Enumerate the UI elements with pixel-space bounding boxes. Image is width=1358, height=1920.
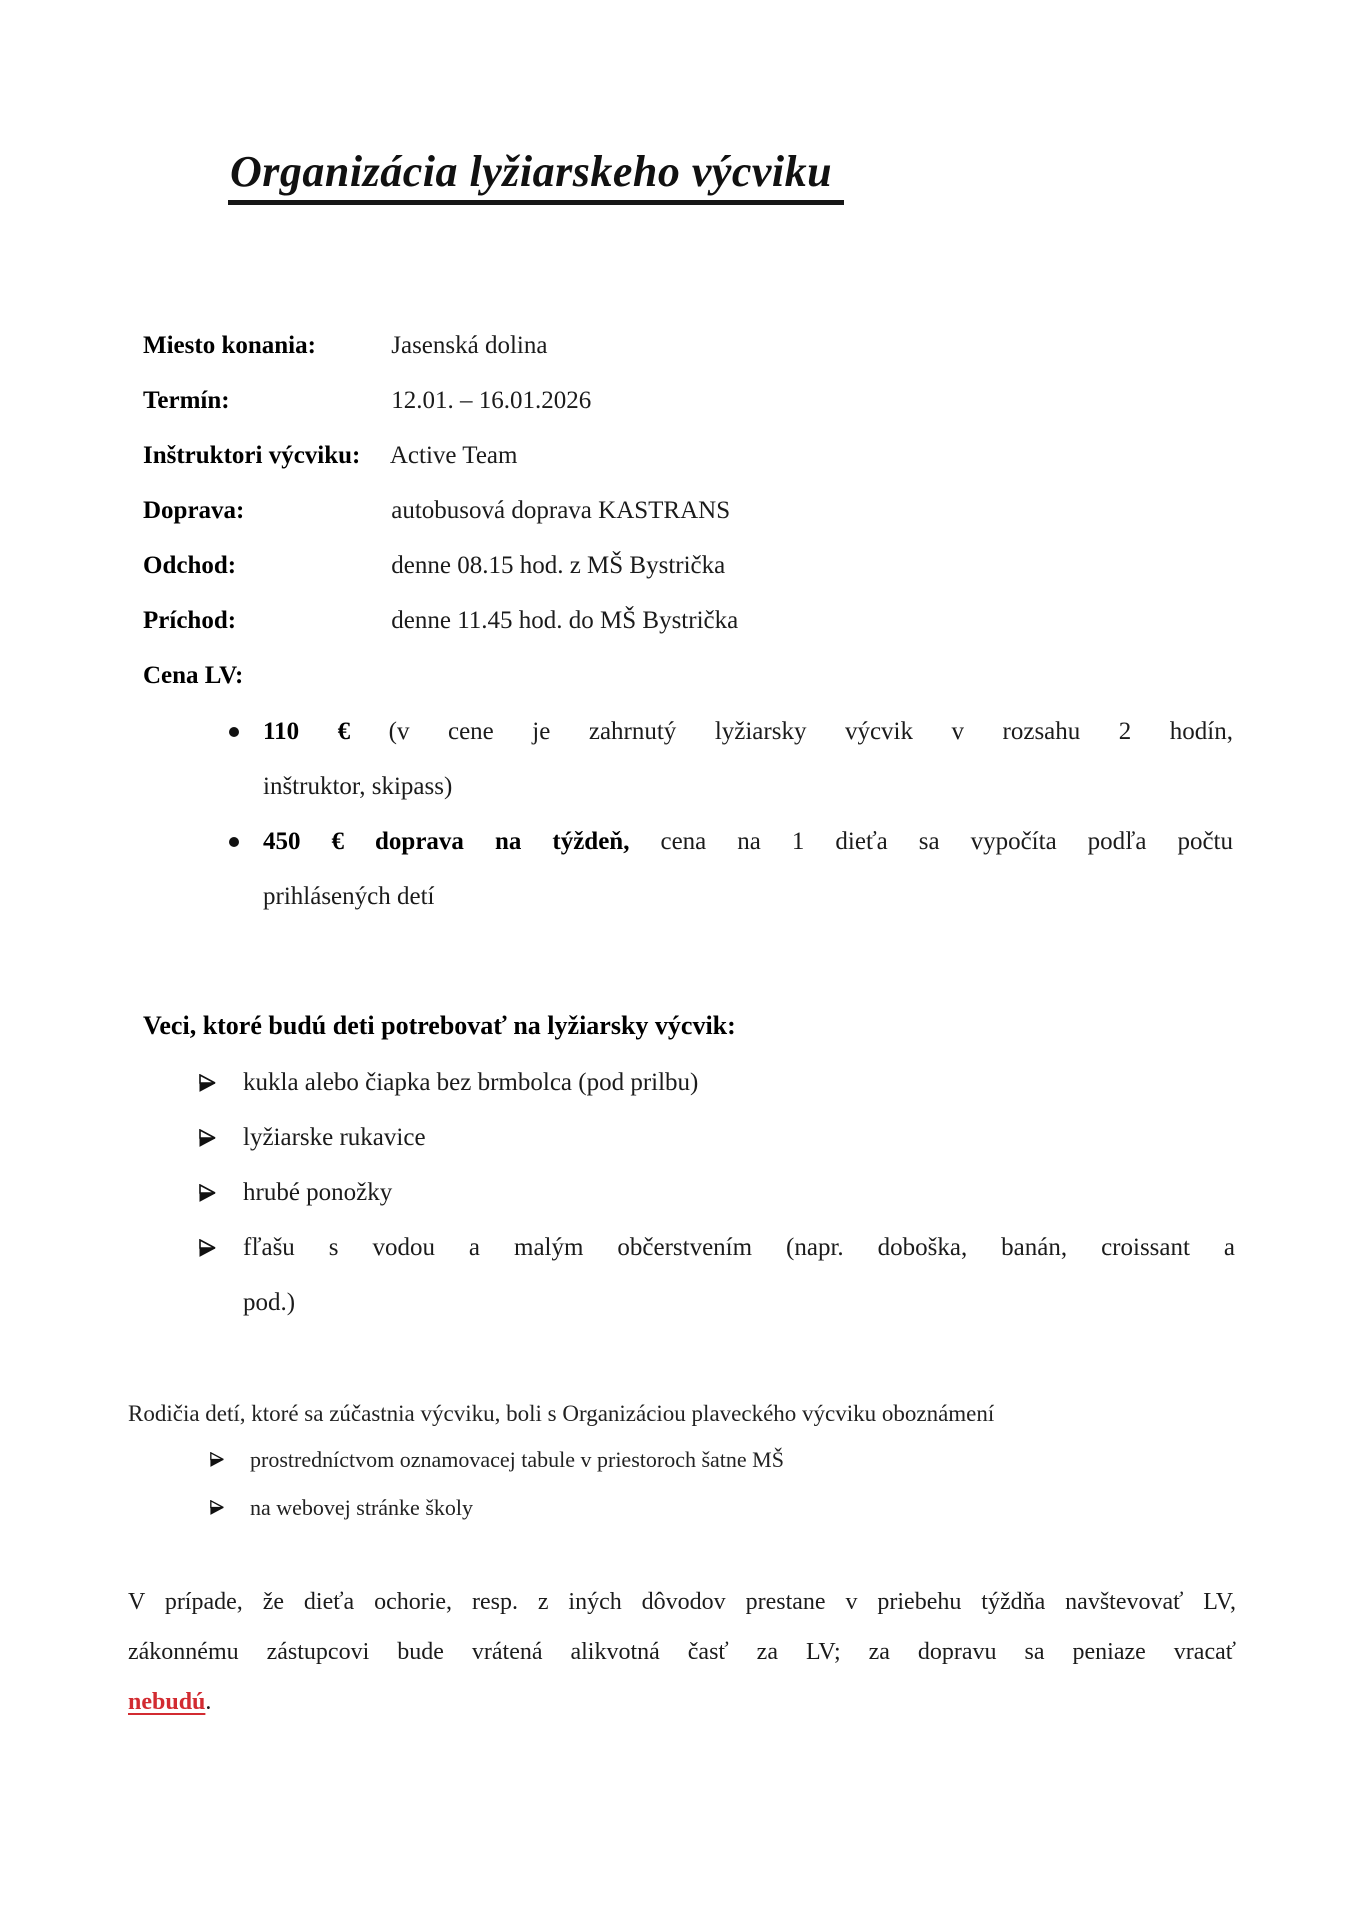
- cancellation-paragraph: [128, 1577, 1236, 1727]
- bullet-icon: [229, 727, 239, 737]
- notice-block: [128, 1392, 1238, 1532]
- info-value: Jasenská dolina: [391, 332, 548, 359]
- price-list: [263, 704, 1233, 924]
- arrowhead-bullet-icon: [210, 1452, 225, 1467]
- list-item-equipment: [243, 1165, 1235, 1220]
- info-row-termin: [143, 373, 738, 428]
- equipment-item-text: hrubé ponožky: [243, 1179, 393, 1206]
- info-label: Inštruktori výcviku:: [143, 442, 361, 469]
- info-row-doprava: [143, 483, 738, 538]
- info-row-cena: [143, 648, 738, 703]
- info-value: autobusová doprava KASTRANS: [391, 497, 731, 524]
- info-value: 12.01. – 16.01.2026: [391, 387, 592, 414]
- arrowhead-bullet-icon: [199, 1239, 217, 1257]
- info-label: Doprava:: [143, 497, 245, 524]
- price-item-line: prihlásených detí: [263, 883, 435, 910]
- list-item-notice: [250, 1436, 1238, 1484]
- highlighted-word: nebudú: [128, 1689, 206, 1715]
- list-item-equipment: [243, 1220, 1235, 1330]
- info-value: Active Team: [389, 442, 518, 469]
- equipment-item-text: lyžiarske rukavice: [243, 1124, 426, 1151]
- list-item-notice: [250, 1484, 1238, 1532]
- list-item-price-110: [263, 704, 1233, 814]
- info-row-odchod: [143, 538, 738, 593]
- notice-intro: Rodičia detí, ktoré sa zúčastnia výcviku, boli s Organizáciou plaveckého výcviku oboznámení: [128, 1401, 995, 1426]
- list-item-equipment: [243, 1055, 1235, 1110]
- info-block: [143, 318, 738, 703]
- info-label: Termín:: [143, 387, 230, 414]
- info-row-miesto: [143, 318, 738, 373]
- cancellation-line: zákonnému zástupcovi bude vrátená alikvotná časť za LV; za dopravu sa peniaze vracať: [128, 1639, 1236, 1665]
- equipment-list: [243, 1055, 1235, 1330]
- arrowhead-bullet-icon: [199, 1074, 217, 1092]
- section-heading-equipment: Veci, ktoré budú deti potrebovať na lyžiarsky výcvik:: [143, 1011, 736, 1040]
- price-description: (v cene je zahrnutý lyžiarsky výcvik v rozsahu 2 hodín,: [350, 718, 1233, 745]
- list-item-equipment: [243, 1110, 1235, 1165]
- arrowhead-bullet-icon: [210, 1500, 225, 1515]
- info-label: Odchod:: [143, 552, 237, 579]
- price-item-line: [263, 814, 1233, 869]
- info-value: denne 11.45 hod. do MŠ Bystrička: [391, 607, 739, 634]
- price-item-line: inštruktor, skipass): [263, 773, 453, 800]
- notice-item-text: prostredníctvom oznamovacej tabule v priestoroch šatne MŠ: [250, 1447, 784, 1472]
- price-description: cena na 1 dieťa sa vypočíta podľa počtu: [629, 828, 1233, 855]
- list-item-price-450: [263, 814, 1233, 924]
- info-row-instruktori: [143, 428, 738, 483]
- arrowhead-bullet-icon: [199, 1184, 217, 1202]
- info-label: Príchod:: [143, 607, 237, 634]
- arrowhead-bullet-icon: [199, 1129, 217, 1147]
- notice-list: [250, 1436, 1238, 1532]
- price-amount: 110 €: [263, 718, 351, 745]
- info-value: denne 08.15 hod. z MŠ Bystrička: [391, 552, 726, 579]
- bullet-icon: [229, 837, 239, 847]
- info-label: Cena LV:: [143, 662, 244, 689]
- page-title: Organizácia lyžiarskeho výcviku: [228, 146, 844, 205]
- price-amount: 450 € doprava na týždeň,: [263, 828, 630, 855]
- info-row-prichod: [143, 593, 738, 648]
- sentence-period: .: [205, 1689, 212, 1715]
- equipment-item-text: fľašu s vodou a malým občerstvením (napr. doboška, banán, croissant a: [243, 1234, 1235, 1261]
- cancellation-line: [128, 1677, 1236, 1727]
- price-item-line: [263, 704, 1233, 759]
- cancellation-line: V prípade, že dieťa ochorie, resp. z iných dôvodov prestane v priebehu týždňa navštevovať LV,: [128, 1589, 1236, 1615]
- info-label: Miesto konania:: [143, 332, 316, 359]
- notice-item-text: na webovej stránke školy: [250, 1495, 473, 1520]
- equipment-item-text: kukla alebo čiapka bez brmbolca (pod prilbu): [243, 1069, 699, 1096]
- equipment-item-text: pod.): [243, 1289, 296, 1316]
